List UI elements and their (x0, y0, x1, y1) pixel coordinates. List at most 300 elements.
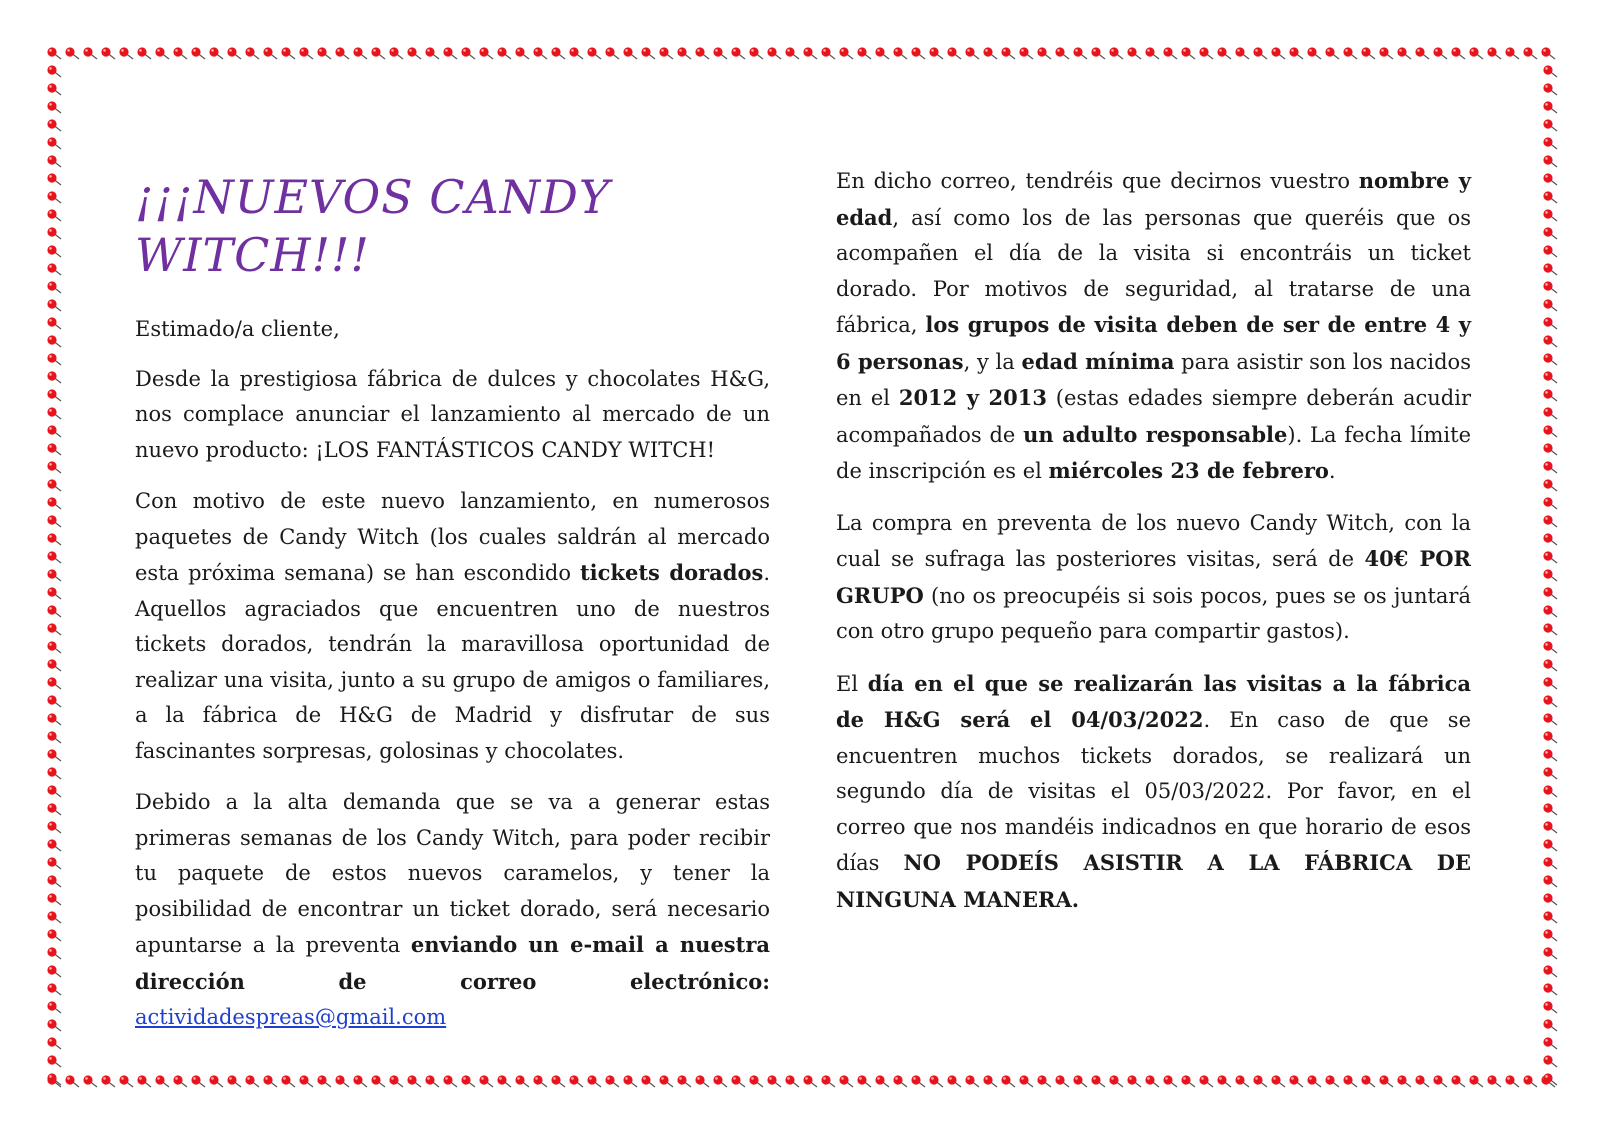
lollipop-icon (497, 47, 511, 59)
lollipop-icon (209, 1075, 223, 1087)
lollipop-icon (317, 1075, 331, 1087)
lollipop-icon (65, 1075, 79, 1087)
lollipop-icon (1543, 317, 1557, 329)
lollipop-icon (443, 47, 457, 59)
text: . (1328, 459, 1336, 483)
lollipop-icon (1543, 605, 1557, 617)
paragraph-tickets (135, 484, 770, 769)
lollipop-icon (1487, 47, 1501, 59)
lollipop-icon (1543, 191, 1557, 203)
lollipop-icon (677, 1075, 691, 1087)
lollipop-icon (1543, 155, 1557, 167)
lollipop-icon (515, 47, 529, 59)
lollipop-icon (1181, 47, 1195, 59)
lollipop-icon (1543, 353, 1557, 365)
lollipop-icon (1019, 47, 1033, 59)
lollipop-icon (47, 695, 61, 707)
lollipop-icon (227, 1075, 241, 1087)
lollipop-icon (1543, 623, 1557, 635)
text: . Aquellos agraciados que encuentren uno de nuestros tickets dorados, tendrán la maravillosa oportunidad de realizar una visita, junto a su grupo de amigos o familiares, a la fábrica de H&G de Madrid y disfrutar de sus fascinantes sorpresas, golosinas y chocolates. (135, 561, 770, 763)
paragraph-visit-date (836, 666, 1471, 919)
lollipop-icon (47, 227, 61, 239)
lollipop-icon (1145, 47, 1159, 59)
lollipop-icon (1543, 119, 1557, 131)
lollipop-icon (47, 965, 61, 977)
lollipop-icon (1487, 1075, 1501, 1087)
lollipop-icon (299, 47, 313, 59)
lollipop-icon (1543, 1055, 1557, 1067)
lollipop-icon (1091, 47, 1105, 59)
lollipop-icon (1199, 1075, 1213, 1087)
lollipop-icon (47, 173, 61, 185)
lollipop-icon (1523, 47, 1537, 59)
lollipop-icon (1543, 929, 1557, 941)
lollipop-icon (1543, 965, 1557, 977)
text: , y la (963, 349, 1022, 374)
lollipop-icon (47, 731, 61, 743)
bold-tickets-dorados: tickets dorados (579, 560, 764, 585)
left-column (135, 168, 770, 1052)
lollipop-icon (47, 803, 61, 815)
lollipop-icon (947, 1075, 961, 1087)
lollipop-icon (857, 47, 871, 59)
lollipop-icon (47, 713, 61, 725)
lollipop-icon (1543, 299, 1557, 311)
lollipop-icon (47, 497, 61, 509)
lollipop-icon (371, 1075, 385, 1087)
lollipop-icon (1073, 1075, 1087, 1087)
lollipop-icon (1543, 281, 1557, 293)
lollipop-icon (1543, 263, 1557, 275)
lollipop-icon (47, 83, 61, 95)
lollipop-icon (1543, 875, 1557, 887)
lollipop-icon (1543, 785, 1557, 797)
lollipop-icon (47, 47, 61, 59)
lollipop-icon (1055, 1075, 1069, 1087)
lollipop-icon (713, 47, 727, 59)
bold-no-podeis: NO PODEÍS ASISTIR A LA FÁBRICA DE NINGUNA MANERA. (836, 850, 1471, 912)
lollipop-icon (371, 47, 385, 59)
lollipop-icon (47, 857, 61, 869)
lollipop-icon (83, 47, 97, 59)
right-column (836, 163, 1471, 934)
text: . En caso de que se encuentren muchos tickets dorados, se realizará un segundo día de visitas el 05/03/2022. Por favor, en el correo que nos mandéis indicadnos en que horario de esos días (836, 708, 1471, 875)
lollipop-icon (83, 1075, 97, 1087)
lollipop-icon (1253, 47, 1267, 59)
lollipop-icon (1543, 731, 1557, 743)
lollipop-icon (893, 47, 907, 59)
lollipop-icon (749, 1075, 763, 1087)
lollipop-icon (47, 155, 61, 167)
lollipop-icon (731, 47, 745, 59)
lollipop-icon (1543, 371, 1557, 383)
lollipop-icon (1235, 1075, 1249, 1087)
text: (no os preocupéis si sois pocos, pues se os juntará con otro grupo pequeño para compartir gastos). (836, 583, 1471, 643)
lollipop-icon (839, 1075, 853, 1087)
lollipop-icon (389, 47, 403, 59)
lollipop-icon (47, 263, 61, 275)
lollipop-icon (1235, 47, 1249, 59)
lollipop-icon (47, 299, 61, 311)
lollipop-icon (281, 47, 295, 59)
lollipop-icon (1543, 137, 1557, 149)
lollipop-icon (911, 1075, 925, 1087)
lollipop-icon (1543, 173, 1557, 185)
lollipop-icon (1543, 641, 1557, 653)
lollipop-icon (1199, 47, 1213, 59)
bold-edad-minima: edad mínima (1021, 348, 1175, 374)
lollipop-icon (1543, 695, 1557, 707)
lollipop-icon (1325, 1075, 1339, 1087)
lollipop-icon (47, 911, 61, 923)
text: Con motivo de este nuevo lanzamiento, en numerosos paquetes de Candy Witch (los cuales saldrán al mercado esta próxima semana) se han escondido (135, 489, 770, 585)
lollipop-icon (47, 443, 61, 455)
lollipop-icon (1543, 101, 1557, 113)
text: En dicho correo, tendréis que decirnos vuestro (836, 169, 1359, 193)
lollipop-icon (1543, 407, 1557, 419)
lollipop-icon (1433, 1075, 1447, 1087)
bold-email-instruction: enviando un e-mail a nuestra dirección de correo electrónico: (135, 932, 770, 994)
lollipop-icon (263, 1075, 277, 1087)
lollipop-icon (1343, 1075, 1357, 1087)
lollipop-icon (1543, 1001, 1557, 1013)
bold-years: 2012 y 2013 (898, 385, 1047, 410)
lollipop-icon (1361, 47, 1375, 59)
lollipop-icon (245, 47, 259, 59)
text: ). La fecha límite de inscripción es el (836, 422, 1472, 483)
lollipop-icon (1109, 47, 1123, 59)
lollipop-icon (1379, 1075, 1393, 1087)
lollipop-icon (1001, 1075, 1015, 1087)
lollipop-icon (47, 353, 61, 365)
lollipop-icon (1543, 389, 1557, 401)
lollipop-icon (47, 1001, 61, 1013)
lollipop-icon (173, 47, 187, 59)
lollipop-icon (1307, 47, 1321, 59)
lollipop-icon (1543, 947, 1557, 959)
lollipop-icon (425, 47, 439, 59)
lollipop-icon (461, 1075, 475, 1087)
lollipop-icon (1543, 461, 1557, 473)
lollipop-icon (1505, 1075, 1519, 1087)
lollipop-icon (1543, 767, 1557, 779)
lollipop-icon (47, 515, 61, 527)
lollipop-icon (605, 1075, 619, 1087)
lollipop-icon (623, 47, 637, 59)
lollipop-icon (1289, 47, 1303, 59)
lollipop-icon (1505, 47, 1519, 59)
lollipop-icon (47, 407, 61, 419)
lollipop-icon (101, 47, 115, 59)
lollipop-icon (47, 623, 61, 635)
lollipop-icon (47, 605, 61, 617)
page-title: ¡¡¡NUEVOS CANDY WITCH!!! (135, 170, 611, 282)
lollipop-icon (47, 335, 61, 347)
bold-group-size: los grupos de visita deben de ser de entre 4 y 6 personas (836, 312, 1472, 374)
lollipop-icon (1397, 1075, 1411, 1087)
lollipop-icon (965, 1075, 979, 1087)
lollipop-icon (47, 317, 61, 329)
lollipop-icon (1543, 587, 1557, 599)
lollipop-icon (65, 47, 79, 59)
lollipop-icon (119, 1075, 133, 1087)
bold-nombre-edad: nombre y edad (836, 168, 1471, 230)
lollipop-icon (47, 137, 61, 149)
lollipop-icon (1523, 1075, 1537, 1087)
lollipop-icon (1543, 821, 1557, 833)
lollipop-icon (389, 1075, 403, 1087)
lollipop-icon (1543, 335, 1557, 347)
lollipop-icon (461, 47, 475, 59)
lollipop-icon (821, 1075, 835, 1087)
lollipop-icon (677, 47, 691, 59)
lollipop-icon (533, 1075, 547, 1087)
lollipop-icon (1543, 443, 1557, 455)
lollipop-icon (47, 677, 61, 689)
lollipop-icon (47, 983, 61, 995)
text: para asistir son los nacidos en el (836, 349, 1471, 410)
lollipop-icon (1541, 47, 1555, 59)
lollipop-icon (1163, 1075, 1177, 1087)
lollipop-icon (695, 1075, 709, 1087)
lollipop-icon (1543, 857, 1557, 869)
lollipop-icon (1001, 47, 1015, 59)
lollipop-icon (1543, 227, 1557, 239)
lollipop-icon (263, 47, 277, 59)
lollipop-icon (767, 47, 781, 59)
lollipop-icon (47, 425, 61, 437)
lollipop-icon (47, 371, 61, 383)
lollipop-icon (569, 47, 583, 59)
lollipop-icon (47, 551, 61, 563)
lollipop-icon (47, 191, 61, 203)
lollipop-icon (47, 533, 61, 545)
lollipop-icon (443, 1075, 457, 1087)
lollipop-icon (245, 1075, 259, 1087)
lollipop-icon (821, 47, 835, 59)
lollipop-icon (893, 1075, 907, 1087)
lollipop-icon (1343, 47, 1357, 59)
lollipop-icon (587, 47, 601, 59)
lollipop-icon (1543, 515, 1557, 527)
lollipop-icon (47, 929, 61, 941)
text: , así como los de las personas que queréis que os acompañen el día de la visita si encontráis un ticket dorado. Por motivos de seguridad, al tratarse de una fábrica, (836, 205, 1471, 337)
greeting: Estimado/a cliente, (135, 317, 340, 341)
lollipop-icon (569, 1075, 583, 1087)
lollipop-icon (1127, 47, 1141, 59)
lollipop-icon (1543, 497, 1557, 509)
lollipop-icon (335, 47, 349, 59)
lollipop-icon (47, 587, 61, 599)
lollipop-icon (47, 839, 61, 851)
lollipop-icon (47, 1037, 61, 1049)
lollipop-icon (425, 1075, 439, 1087)
lollipop-icon (983, 1075, 997, 1087)
lollipop-icon (119, 47, 133, 59)
lollipop-icon (803, 1075, 817, 1087)
lollipop-icon (1543, 749, 1557, 761)
lollipop-icon (47, 209, 61, 221)
lollipop-icon (299, 1075, 313, 1087)
lollipop-icon (1451, 1075, 1465, 1087)
lollipop-icon (1271, 47, 1285, 59)
lollipop-icon (731, 1075, 745, 1087)
lollipop-icon (1055, 47, 1069, 59)
lollipop-icon (47, 749, 61, 761)
lollipop-icon (1181, 1075, 1195, 1087)
lollipop-icon (857, 1075, 871, 1087)
lollipop-icon (875, 1075, 889, 1087)
paragraph-price (836, 506, 1471, 650)
lollipop-icon (479, 1075, 493, 1087)
lollipop-icon (47, 479, 61, 491)
lollipop-icon (1217, 47, 1231, 59)
lollipop-icon (1325, 47, 1339, 59)
lollipop-icon (47, 569, 61, 581)
lollipop-icon (47, 1055, 61, 1067)
lollipop-icon (947, 47, 961, 59)
lollipop-icon (1127, 1075, 1141, 1087)
lollipop-icon (1543, 1037, 1557, 1049)
lollipop-icon (47, 821, 61, 833)
lollipop-icon (713, 1075, 727, 1087)
lollipop-icon (1543, 911, 1557, 923)
lollipop-icon (1433, 47, 1447, 59)
lollipop-icon (1543, 479, 1557, 491)
lollipop-icon (335, 1075, 349, 1087)
lollipop-icon (479, 47, 493, 59)
lollipop-icon (173, 1075, 187, 1087)
lollipop-icon (1073, 47, 1087, 59)
lollipop-icon (1415, 1075, 1429, 1087)
lollipop-icon (1253, 1075, 1267, 1087)
lollipop-icon (515, 1075, 529, 1087)
lollipop-icon (497, 1075, 511, 1087)
lollipop-icon (47, 119, 61, 131)
lollipop-icon (1543, 551, 1557, 563)
lollipop-icon (695, 47, 709, 59)
lollipop-icon (47, 659, 61, 671)
lollipop-icon (965, 47, 979, 59)
lollipop-icon (1019, 1075, 1033, 1087)
lollipop-icon (1543, 245, 1557, 257)
lollipop-icon (929, 47, 943, 59)
lollipop-icon (587, 1075, 601, 1087)
text: (estas edades siempre deberán acudir acompañados de (836, 386, 1472, 447)
lollipop-icon (47, 767, 61, 779)
lollipop-icon (659, 1075, 673, 1087)
lollipop-icon (1037, 1075, 1051, 1087)
lollipop-icon (785, 1075, 799, 1087)
text: La compra en preventa de los nuevo Candy Witch, con la cual se sufraga las posteriores visitas, será de (836, 510, 1471, 571)
lollipop-icon (1397, 47, 1411, 59)
bold-adulto: un adulto responsable (1023, 421, 1288, 447)
lollipop-icon (1163, 47, 1177, 59)
lollipop-icon (47, 65, 61, 77)
lollipop-icon (785, 47, 799, 59)
lollipop-icon (1543, 569, 1557, 581)
lollipop-icon (1543, 713, 1557, 725)
lollipop-icon (47, 389, 61, 401)
lollipop-icon (47, 101, 61, 113)
lollipop-icon (47, 1019, 61, 1031)
lollipop-icon (155, 47, 169, 59)
lollipop-icon (839, 47, 853, 59)
lollipop-icon (1543, 533, 1557, 545)
bold-deadline: miércoles 23 de febrero (1048, 458, 1329, 483)
lollipop-icon (191, 47, 205, 59)
lollipop-icon (1543, 209, 1557, 221)
lollipop-icon (407, 47, 421, 59)
lollipop-icon (47, 245, 61, 257)
lollipop-icon (875, 47, 889, 59)
text: Debido a la alta demanda que se va a generar estas primeras semanas de los Candy Witch, para poder recibir tu paquete de estos nuevos caramelos, y tener la posibilidad de encontrar un ticket dorado, será necesario apuntarse a la preventa (135, 790, 770, 957)
lollipop-icon (47, 947, 61, 959)
lollipop-icon (1217, 1075, 1231, 1087)
lollipop-icon (1543, 83, 1557, 95)
lollipop-icon (641, 1075, 655, 1087)
lollipop-icon (47, 785, 61, 797)
lollipop-icon (353, 1075, 367, 1087)
lollipop-icon (1109, 1075, 1123, 1087)
lollipop-icon (1091, 1075, 1105, 1087)
lollipop-icon (47, 461, 61, 473)
lollipop-icon (1451, 47, 1465, 59)
lollipop-icon (551, 47, 565, 59)
bold-visit-date: día en el que se realizarán las visitas a la fábrica de H&G será el 04/03/2022 (836, 670, 1471, 732)
lollipop-icon (1543, 677, 1557, 689)
lollipop-icon (1271, 1075, 1285, 1087)
paragraph-requirements (836, 163, 1471, 490)
lollipop-icon (209, 47, 223, 59)
lollipop-icon (1543, 893, 1557, 905)
lollipop-icon (1415, 47, 1429, 59)
lollipop-icon (1543, 839, 1557, 851)
lollipop-icon (155, 1075, 169, 1087)
email-link[interactable]: actividadespreas@gmail.com (135, 1005, 447, 1029)
lollipop-icon (47, 875, 61, 887)
lollipop-icon (1307, 1075, 1321, 1087)
lollipop-icon (623, 1075, 637, 1087)
lollipop-icon (605, 47, 619, 59)
lollipop-icon (137, 47, 151, 59)
paragraph-preventa (135, 785, 770, 1036)
lollipop-icon (1037, 47, 1051, 59)
lollipop-icon (1543, 659, 1557, 671)
lollipop-icon (551, 1075, 565, 1087)
text: El (836, 671, 868, 696)
lollipop-icon (641, 47, 655, 59)
lollipop-icon (1543, 803, 1557, 815)
lollipop-icon (1469, 47, 1483, 59)
lollipop-icon (533, 47, 547, 59)
lollipop-icon (1543, 65, 1557, 77)
lollipop-icon (47, 641, 61, 653)
lollipop-icon (47, 893, 61, 905)
lollipop-icon (1361, 1075, 1375, 1087)
lollipop-icon (983, 47, 997, 59)
lollipop-icon (191, 1075, 205, 1087)
lollipop-icon (317, 47, 331, 59)
lollipop-icon (1469, 1075, 1483, 1087)
lollipop-icon (227, 47, 241, 59)
lollipop-icon (1543, 983, 1557, 995)
lollipop-icon (749, 47, 763, 59)
lollipop-icon (101, 1075, 115, 1087)
lollipop-icon (1543, 425, 1557, 437)
lollipop-icon (353, 47, 367, 59)
lollipop-icon (1379, 47, 1393, 59)
